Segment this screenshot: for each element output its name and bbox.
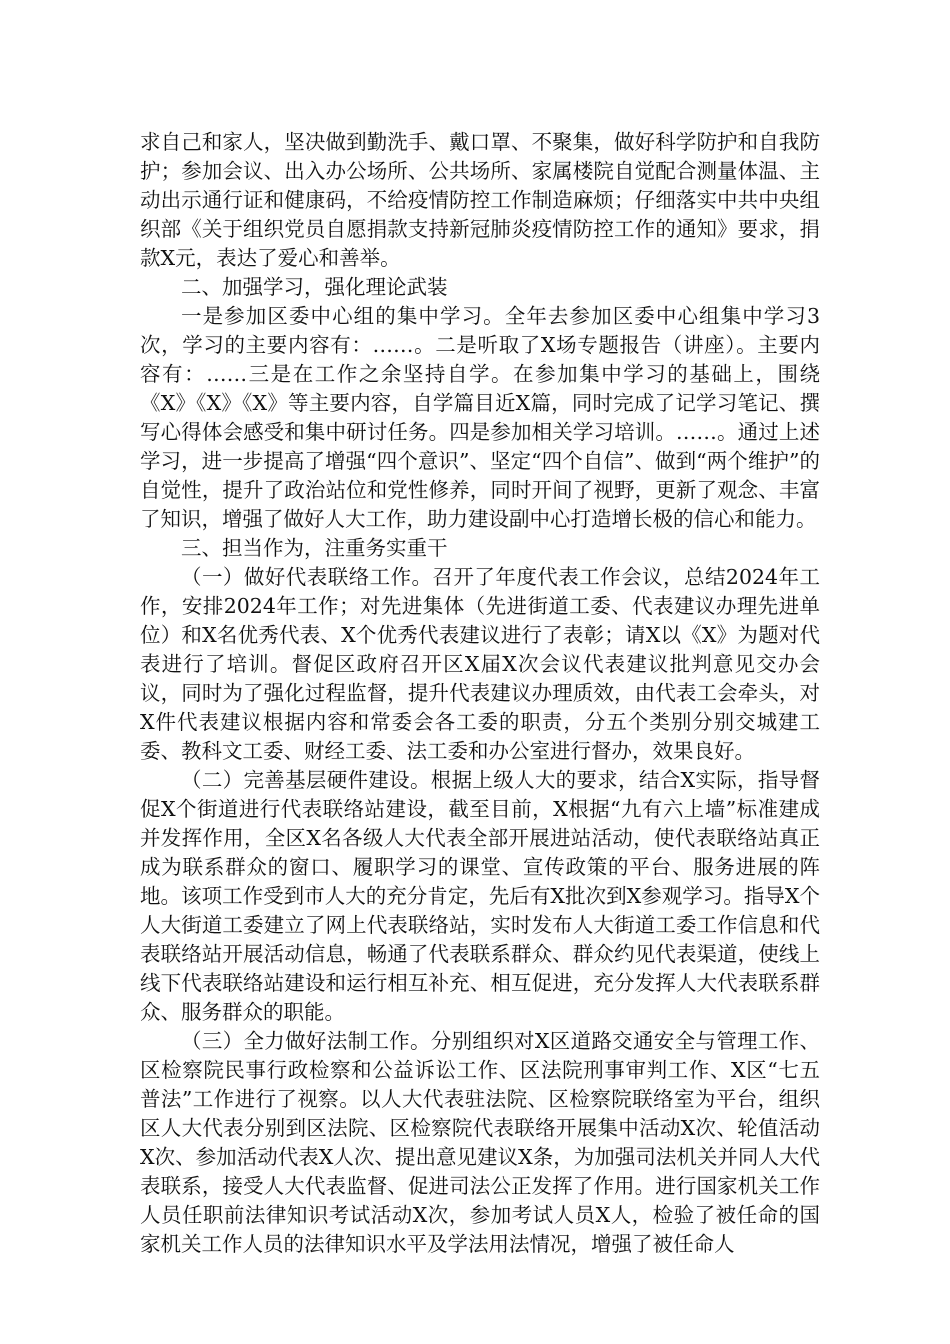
section-heading-2: 二、加强学习，强化理论武装 bbox=[181, 275, 448, 299]
paragraph-liaison: （一）做好代表联络工作。召开了年度代表工作会议，总结2024年工作，安排2024年工作；对先进集体（先进街道工委、代表建议办理先进单位）和X名优秀代表、X个优秀代表建议进行了表彰；请X以《X》为题对代表进行了培训。督促区政府召开区X届X次会议代表建议批判意见交办会议，同时为了强化过程监督，提升代表建议办理质效，由代表工会牵头，对X件代表建议根据内容和常委会各工委的职责，分五个类别分别交城建工委、教科文工委、财经工委、法工委和办公室进行督办，效果良好。 bbox=[140, 565, 820, 763]
paragraph-study: 一是参加区委中心组的集中学习。全年去参加区委中心组集中学习3次，学习的主要内容有：……。二是听取了X场专题报告（讲座）。主要内容有：……三是在工作之余坚持自学。在参加集中学习的基础上，围绕《X》《X》《X》等主要内容，自学篇目近X篇，同时完成了记学习笔记、撰写心得体会感受和集中研讨任务。四是参加相关学习培训。……。通过上述学习，进一步提高了增强“四个意识”、坚定“四个自信”、做到“两个维护”的自觉性，提升了政治站位和党性修养，同时开间了视野，更新了观念、丰富了知识，增强了做好人大工作，助力建设副中心打造增长极的信心和能力。 bbox=[140, 304, 820, 531]
paragraph-legal: （三）全力做好法制工作。分别组织对X区道路交通安全与管理工作、区检察院民事行政检察和公益诉讼工作、区法院刑事审判工作、X区“七五普法”工作进行了视察。以人大代表驻法院、区检察院联络室为平台，组织区人大代表分别到区法院、区检察院代表联络开展集中活动X次、轮值活动X次、参加活动代表X人次、提出意见建议X条，为加强司法机关并同人大代表联系，接受人大代表监督、促进司法公正发挥了作用。进行国家机关工作人员任职前法律知识考试活动X次，参加考试人员X人，检验了被任命的国家机关工作人员的法律知识水平及学法用法情况，增强了被任命人 bbox=[140, 1029, 820, 1256]
document-page bbox=[140, 128, 820, 1259]
paragraph-infrastructure: （二）完善基层硬件建设。根据上级人大的要求，结合X实际，指导督促X个街道进行代表联络站建设，截至目前，X根据“九有六上墙”标准建成并发挥作用，全区X名各级人大代表全部开展进站活动，使代表联络站真正成为联系群众的窗口、履职学习的课堂、宣传政策的平台、服务进展的阵地。该项工作受到市人大的充分肯定，先后有X批次到X参观学习。指导X个人大街道工委建立了网上代表联络站，实时发布人大街道工委工作信息和代表联络站开展活动信息，畅通了代表联系群众、群众约见代表渠道，使线上线下代表联络站建设和运行相互补充、相互促进，充分发挥人大代表联系群众、服务群众的职能。 bbox=[140, 768, 820, 1024]
paragraph-continued: 求自己和家人，坚决做到勤洗手、戴口罩、不聚集，做好科学防护和自我防护；参加会议、出入办公场所、公共场所、家属楼院自觉配合测量体温、主动出示通行证和健康码，不给疫情防控工作制造麻烦；仔细落实中共中央组织部《关于组织党员自愿捐款支持新冠肺炎疫情防控工作的通知》要求，捐款X元，表达了爱心和善举。 bbox=[140, 130, 820, 270]
section-heading-3: 三、担当作为，注重务实重干 bbox=[181, 536, 448, 560]
